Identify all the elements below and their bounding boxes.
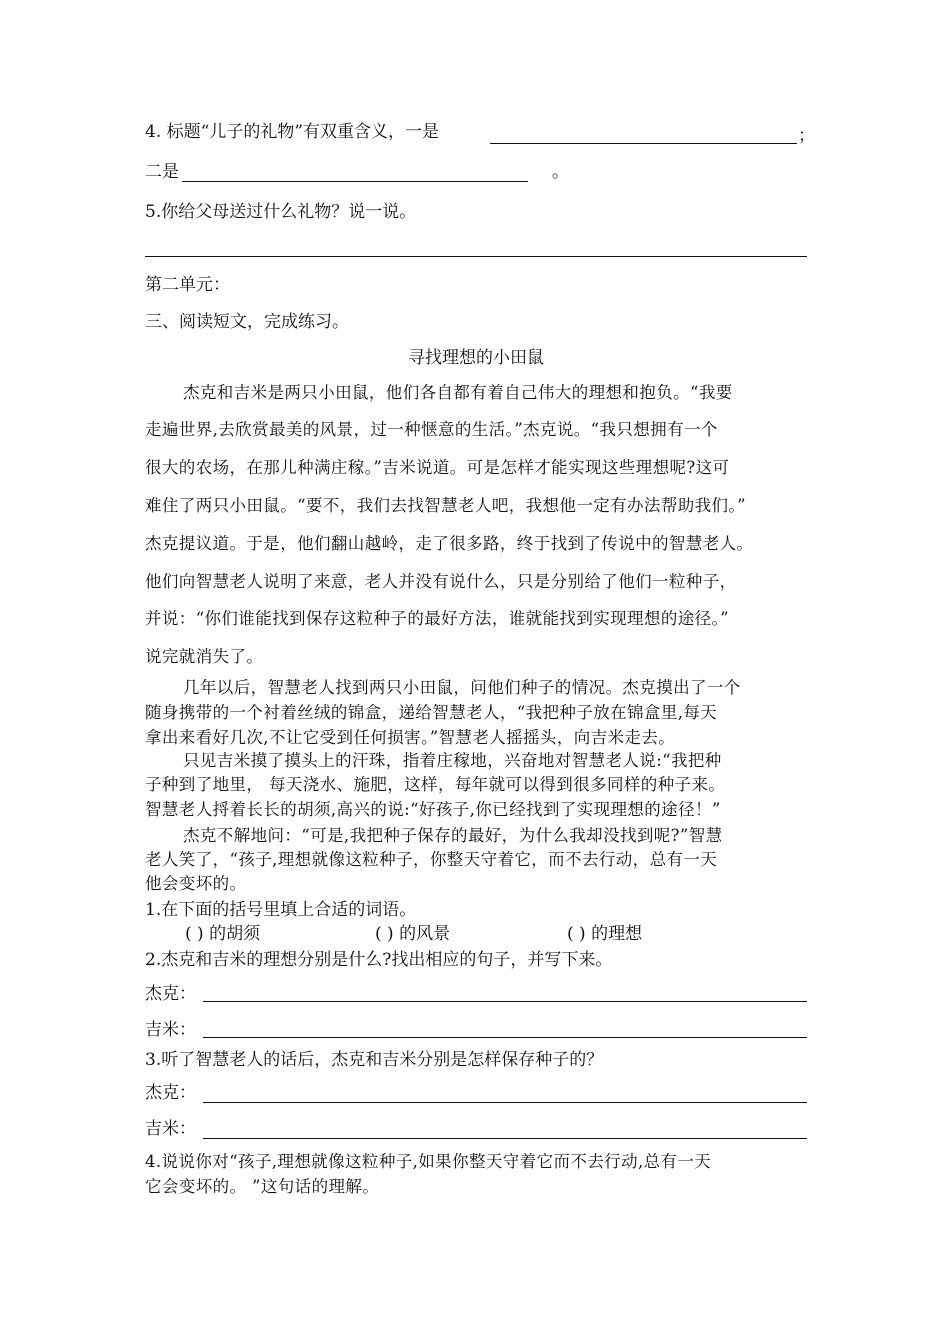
- story-line-5: 杰克提议道。于是，他们翻山越岭，走了很多路，终于找到了传说中的智慧老人。: [145, 534, 754, 553]
- story-line-4: 难住了两只小田鼠。“要不，我们去找智慧老人吧，我想他一定有办法帮助我们。”: [145, 496, 746, 515]
- unit1-q4-prompt: 4. 标题“儿子的礼物”有双重含义，一是: [145, 122, 440, 142]
- story-line-2: 走遍世界,去欣赏最美的风景，过一种惬意的生活。”杰克说。“我只想拥有一个: [145, 420, 718, 439]
- q4-line-2: 它会变坏的。 ”这句话的理解。: [145, 1177, 380, 1196]
- story-line-13: 子种到了地里， 每天浇水、施肥，这样，每年就可以得到很多同样的种子来。: [145, 775, 726, 794]
- story-line-14: 智慧老人捋着长长的胡须,高兴的说:“好孩子,你已经找到了实现理想的途径！”: [145, 800, 721, 819]
- unit1-q4-period: 。: [552, 162, 569, 182]
- q1-blank-beard[interactable]: ( ) 的胡须: [185, 924, 261, 944]
- q3-jack-answer-line[interactable]: [203, 1102, 807, 1103]
- story-line-11: 拿出来看好几次,不让它受到任何损害。”智慧老人摇摇头，向吉米走去。: [145, 728, 676, 747]
- q3-jimmy-label: 吉米：: [145, 1119, 196, 1139]
- section3-heading: 三、阅读短文，完成练习。: [145, 312, 349, 332]
- story-line-17: 他会变坏的。: [145, 874, 247, 893]
- unit1-q5-answer-line[interactable]: [145, 256, 807, 257]
- q3-prompt: 3.听了智慧老人的话后，杰克和吉米分别是怎样保存种子的？: [145, 1050, 604, 1070]
- unit1-q4-blank1[interactable]: [490, 143, 797, 144]
- unit1-q4-line2-start: 二是: [145, 162, 179, 182]
- unit1-q4-semicolon: ；: [798, 126, 815, 146]
- q1-prompt: 1.在下面的括号里填上合适的词语。: [145, 900, 417, 920]
- story-line-12: 只见吉米摸了摸头上的汗珠，指着庄稼地，兴奋地对智慧老人说:“我把种: [183, 751, 722, 770]
- q4-line-1: 4.说说你对“孩子,理想就像这粒种子,如果你整天守着它而不去行动,总有一天: [145, 1152, 712, 1171]
- story-title: 寻找理想的小田鼠: [408, 348, 544, 368]
- q1-blank-ideal[interactable]: ( ) 的理想: [567, 924, 643, 944]
- q2-jack-answer-line[interactable]: [203, 1001, 807, 1002]
- story-line-6: 他们向智慧老人说明了来意，老人并没有说什么，只是分别给了他们一粒种子，: [145, 572, 737, 591]
- story-line-10: 随身携带的一个衬着丝绒的锦盒，递给智慧老人，“我把种子放在锦盒里,每天: [145, 703, 718, 722]
- story-line-1: 杰克和吉米是两只小田鼠，他们各自都有着自己伟大的理想和抱负。“我要: [183, 383, 733, 402]
- story-line-9: 几年以后，智慧老人找到两只小田鼠，问他们种子的情况。杰克摸出了一个: [183, 678, 741, 697]
- q3-jack-label: 杰克：: [145, 1083, 196, 1103]
- story-line-15: 杰克不解地问：“可是,我把种子保存的最好，为什么我却没找到呢?”智慧: [183, 826, 723, 845]
- q1-blank-scenery[interactable]: ( ) 的风景: [375, 924, 451, 944]
- unit2-label: 第二单元：: [145, 275, 230, 295]
- story-line-7: 并说：“你们谁能找到保存这粒种子的最好方法，谁就能找到实现理想的途径。”: [145, 609, 730, 628]
- story-line-16: 老人笑了，“孩子,理想就像这粒种子，你整天守着它，而不去行动，总有一天: [145, 850, 718, 869]
- story-line-8: 说完就消失了。: [145, 647, 264, 666]
- unit1-q4-line1: [145, 120, 439, 144]
- story-line-3: 很大的农场，在那儿种满庄稼。”吉米说道。可是怎样才能实现这些理想呢?这可: [145, 458, 730, 477]
- q2-jimmy-label: 吉米：: [145, 1020, 196, 1040]
- q2-jack-label: 杰克：: [145, 984, 196, 1004]
- unit1-q4-blank2[interactable]: [182, 181, 528, 182]
- q3-jimmy-answer-line[interactable]: [203, 1138, 807, 1139]
- q2-prompt: 2.杰克和吉米的理想分别是什么?找出相应的句子，并写下来。: [145, 950, 613, 970]
- q2-jimmy-answer-line[interactable]: [203, 1037, 807, 1038]
- unit1-q5: 5.你给父母送过什么礼物？说一说。: [145, 202, 417, 222]
